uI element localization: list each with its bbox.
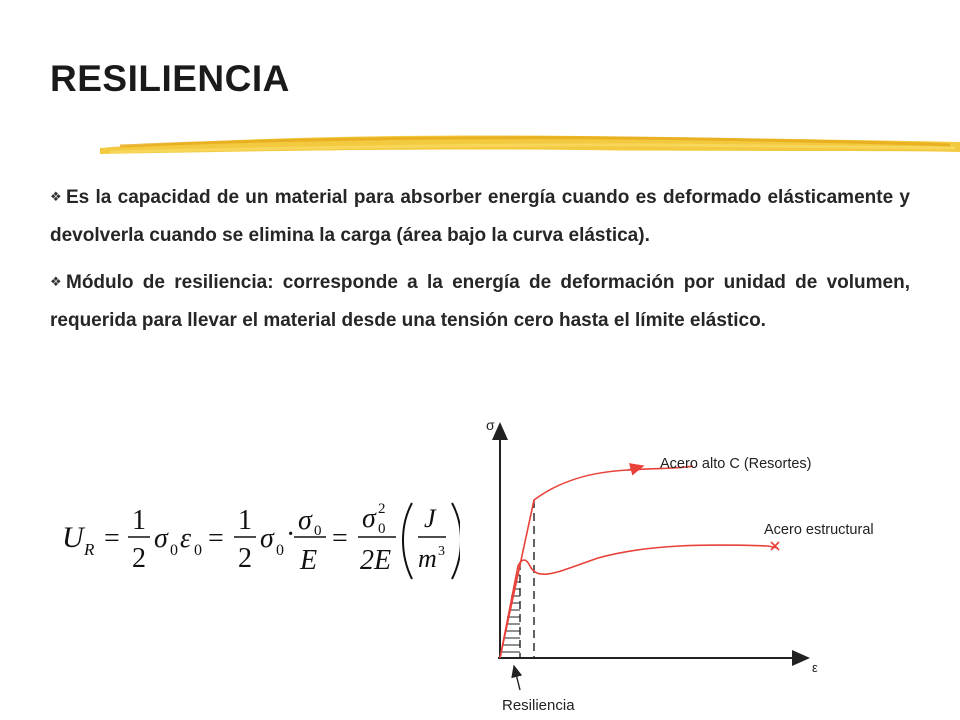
curve-structural-steel	[500, 545, 778, 658]
formula-sigma3: σ	[298, 505, 312, 536]
formula-sigma2: σ	[260, 523, 274, 554]
formula-eq3: =	[332, 523, 348, 554]
slide-title: RESILIENCIA	[50, 58, 290, 99]
formula-eps: ε	[180, 523, 192, 554]
bullet-modulus-text: Módulo de resiliencia: corresponde a la energía de deformación por unidad de volumen, requerida para llevar el material desde una tensión cero hasta el límite elástico.	[50, 272, 910, 331]
bullet-definition-text: Es la capacidad de un material para absorber energía cuando es deformado elásticamente y devolverla cuando se elimina la carga (área bajo la curva elástica).	[50, 187, 910, 246]
formula-sub1: 0	[170, 542, 178, 559]
formula-sq: 2	[378, 501, 386, 517]
formula-half-den1: 2	[132, 543, 146, 574]
label-structural-steel: Acero estructural	[764, 522, 874, 538]
formula-m3: 3	[438, 544, 445, 559]
formula-R: R	[84, 540, 95, 559]
resilience-pointer-arrow	[514, 666, 520, 690]
curve-high-carbon-steel	[500, 466, 693, 658]
formula-sub3: 0	[276, 542, 284, 559]
x-axis-label: ε	[812, 660, 818, 675]
resilience-formula	[60, 495, 460, 585]
formula-half-num2: 1	[238, 505, 252, 536]
formula-half-num1: 1	[132, 505, 146, 536]
fracture-x-marker	[771, 542, 779, 550]
formula-sigma4: σ	[362, 503, 376, 534]
formula-sigma1: σ	[154, 523, 168, 554]
y-axis-label: σ	[486, 417, 495, 433]
formula-eq2: =	[208, 523, 224, 554]
formula-J: J	[424, 504, 436, 533]
bullet-list	[50, 178, 910, 348]
label-resilience: Resiliencia	[502, 697, 575, 714]
diamond-bullet-icon: ❖	[50, 189, 62, 204]
formula-sub4: 0	[314, 523, 322, 539]
stress-strain-graph	[478, 412, 930, 718]
formula-sub2: 0	[194, 542, 202, 559]
bullet-definition	[50, 178, 910, 255]
formula-half-den2: 2	[238, 543, 252, 574]
bullet-modulus	[50, 263, 910, 340]
formula-eq1: =	[104, 523, 120, 554]
formula-dot: ·	[286, 519, 296, 550]
label-high-carbon-steel: Acero alto C (Resortes)	[660, 456, 812, 472]
formula-U: U	[62, 521, 84, 554]
formula-m: m	[418, 544, 437, 573]
formula-2E: 2E	[360, 545, 392, 576]
formula-sub5: 0	[378, 521, 386, 537]
diamond-bullet-icon: ❖	[50, 274, 62, 289]
formula-E1: E	[300, 545, 318, 576]
title-underline-brushstroke	[100, 128, 960, 168]
